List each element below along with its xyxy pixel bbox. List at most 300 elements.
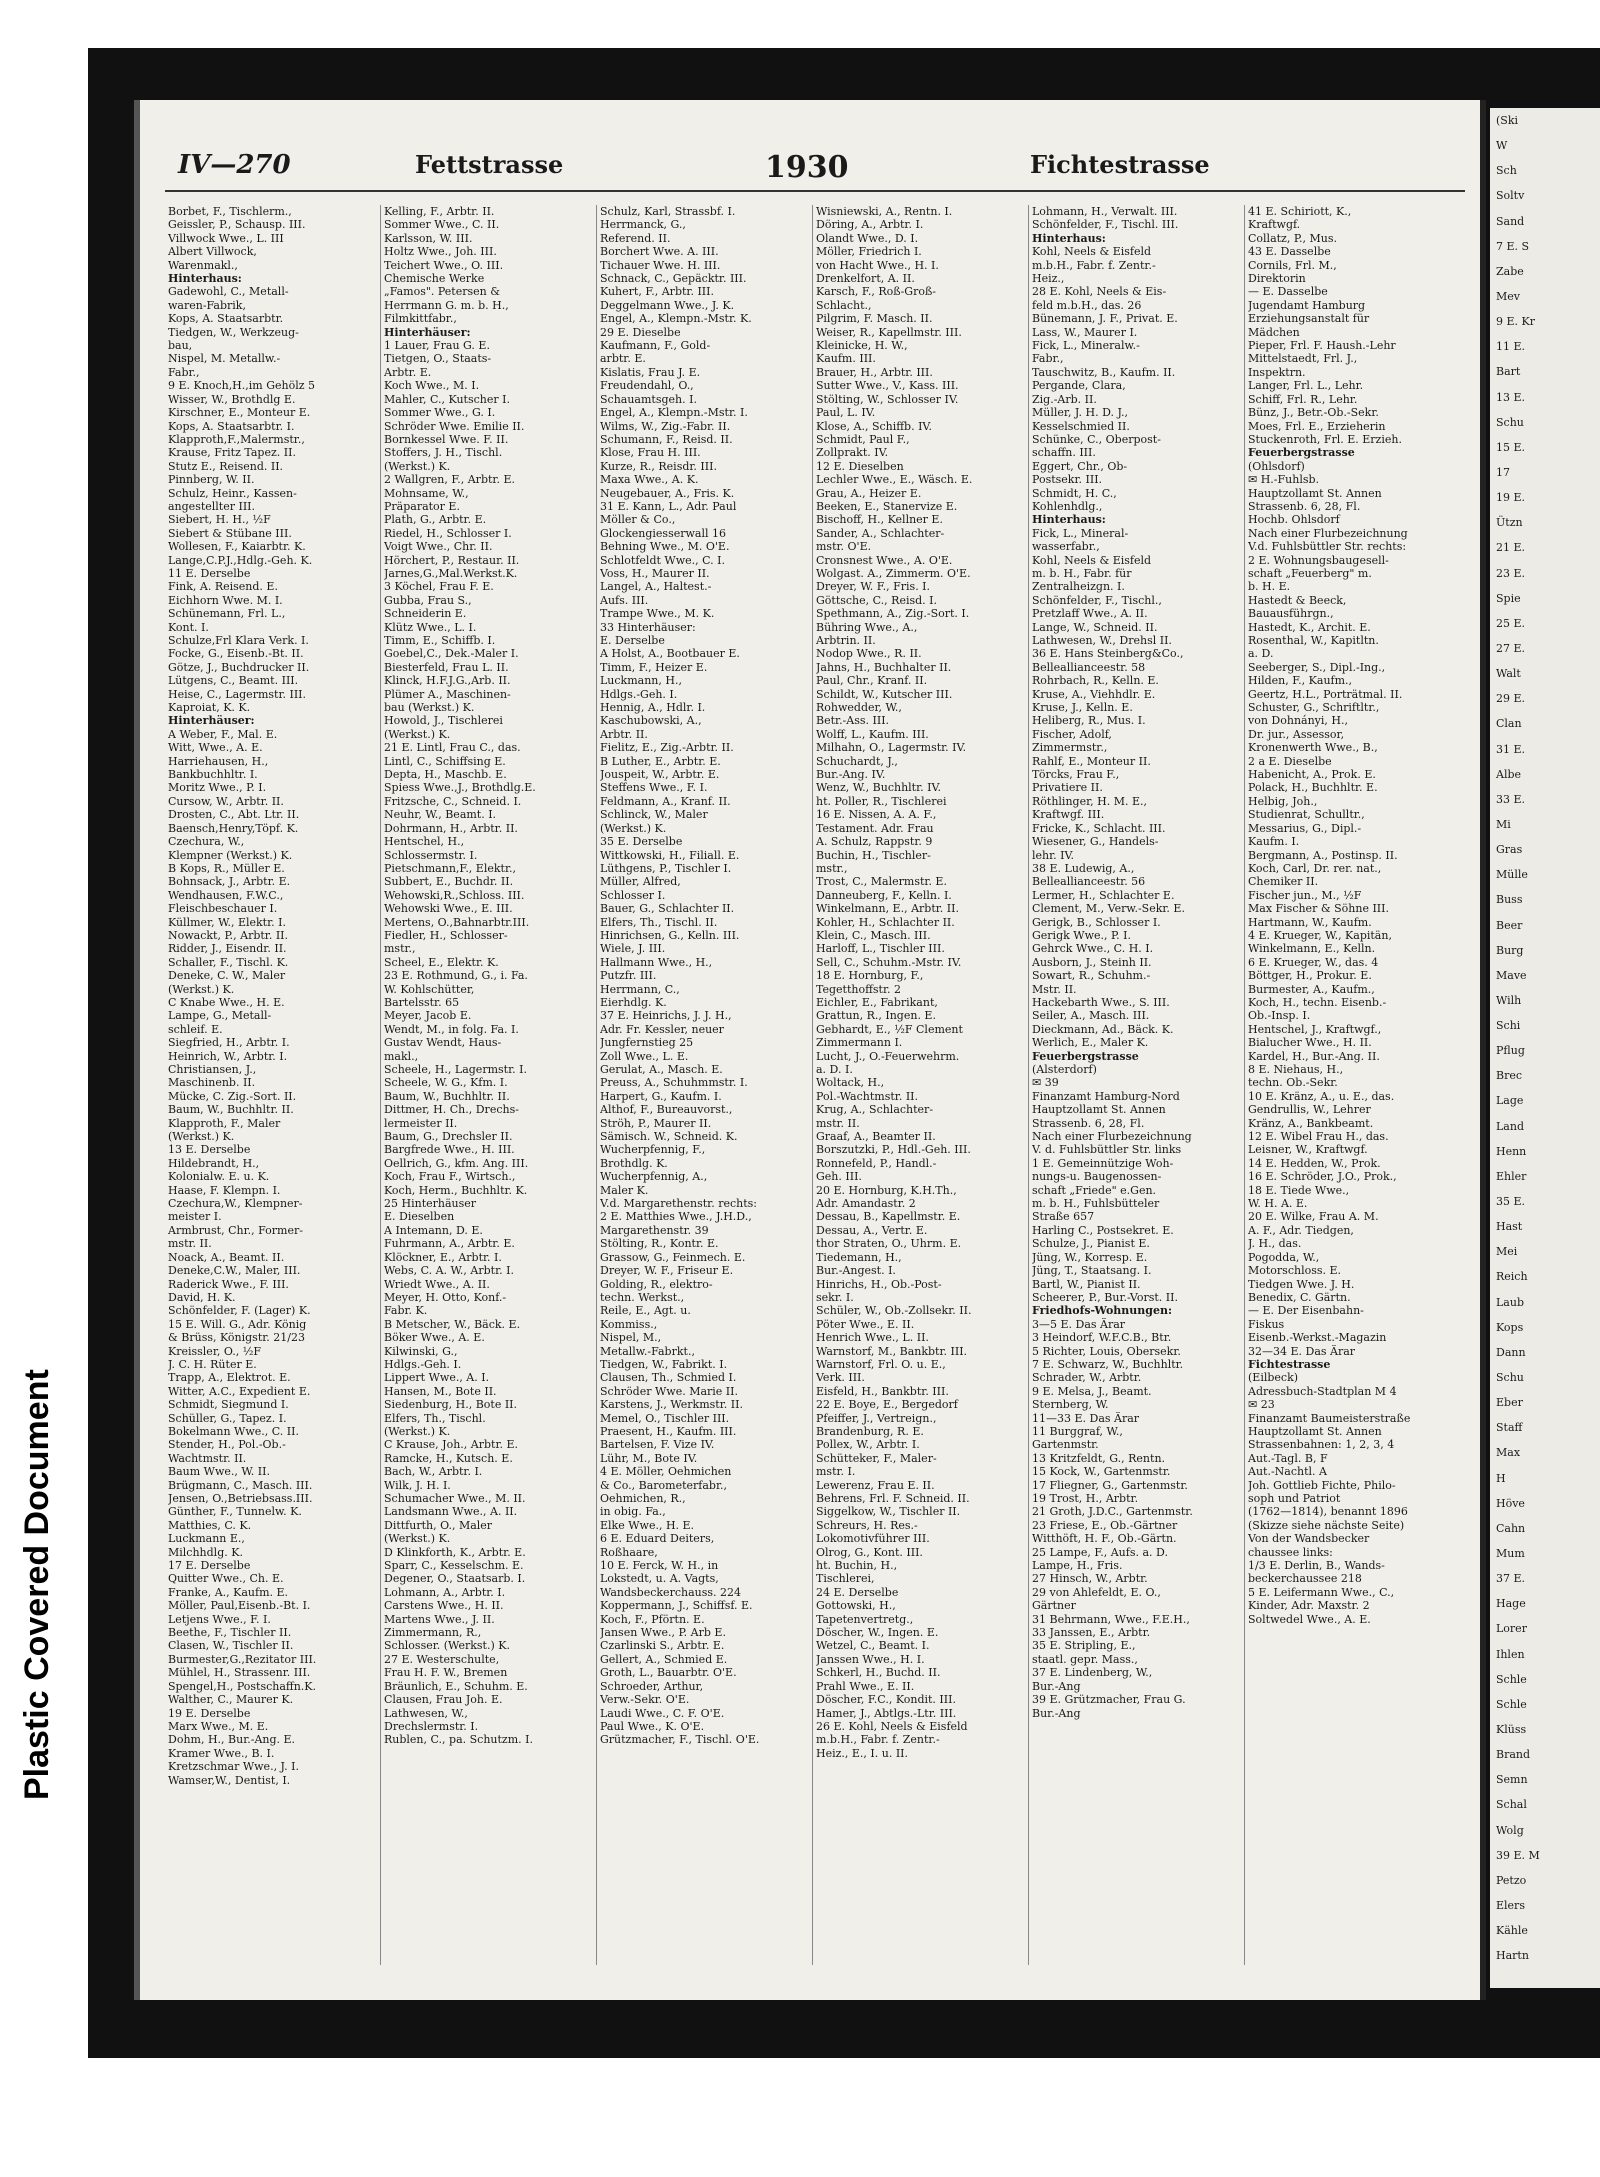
directory-entry: Werlich, E., Maler K. [1032, 1036, 1149, 1050]
directory-entry: Sämisch. W., Schneid. K. [600, 1130, 738, 1144]
directory-entry: Scheerer, P., Bur.-Vorst. II. [1032, 1290, 1178, 1304]
directory-entry: Stoffers, J. H., Tischl. [384, 446, 503, 460]
directory-entry: A Intemann, D. E. [384, 1223, 483, 1237]
directory-entry: 31 E. Kann, L., Adr. Paul [600, 499, 737, 513]
next-page-fragment: Ehler [1496, 1169, 1527, 1183]
directory-entry: Wucherpfennig, F., [600, 1143, 706, 1157]
directory-entry: Wilk, J. H. I. [384, 1478, 451, 1492]
directory-entry: Bischoff, H., Kellner E. [816, 513, 943, 527]
directory-entry: Böttger, H., Prokur. E. [1248, 969, 1372, 983]
directory-entry: Jüng, T., Staatsang. I. [1032, 1264, 1152, 1278]
directory-entry: Mittelstaedt, Frl. J., [1248, 352, 1358, 366]
directory-entry: Lohmann, H., Verwalt. III. [1032, 205, 1178, 218]
directory-entry: Joh. Gottlieb Fichte, Philo- [1248, 1478, 1396, 1492]
directory-entry: Burmester, A., Kaufm., [1248, 982, 1375, 996]
directory-entry: Fabr., [168, 365, 200, 379]
next-page-fragment: Hage [1496, 1597, 1526, 1611]
directory-entry: Karsch, F., Roß-Groß- [816, 285, 937, 299]
directory-entry: Jansen Wwe., P. Arb E. [600, 1626, 726, 1640]
directory-entry: Eichhorn Wwe. M. I. [168, 593, 283, 607]
directory-entry: — E. Dasselbe [1248, 285, 1328, 299]
directory-entry: Kuhert, F., Arbtr. III. [600, 285, 714, 299]
directory-entry: Fink, A. Reisend. E. [168, 580, 278, 594]
next-page-fragment: Semn [1496, 1773, 1528, 1787]
directory-entry: Olandt Wwe., D. I. [816, 231, 919, 245]
directory-entry: Koch, Carl, Dr. rer. nat., [1248, 861, 1382, 875]
directory-entry: Witter, A.C., Expedient E. [168, 1384, 311, 1398]
directory-entry: Bartl, W., Pianist II. [1032, 1277, 1141, 1291]
directory-entry: Leisner, W., Kraftwgf. [1248, 1143, 1368, 1157]
directory-entry: Voigt Wwe., Chr. II. [384, 540, 493, 554]
directory-entry: 31 Behrmann, Wwe., F.E.H., [1032, 1612, 1190, 1626]
directory-entry: 23 E. Rothmund, G., i. Fa. [384, 969, 528, 983]
directory-entry: Wiele, J. III. [600, 942, 666, 956]
directory-entry: Gellert, A., Schmied E. [600, 1652, 728, 1666]
directory-entry: W. H. A. E. [1248, 1197, 1308, 1211]
directory-entry: Olrog, G., Kont. III. [816, 1545, 923, 1559]
directory-entry: Woltack, H., [816, 1076, 885, 1090]
next-page-fragment: Soltv [1496, 189, 1525, 203]
next-page-fragment: Kops [1496, 1320, 1524, 1334]
directory-entry: Haase, F. Klempn. I. [168, 1183, 281, 1197]
directory-entry: Elfers, Th., Tischl. II. [600, 915, 718, 929]
directory-entry: Kops, A. Staatsarbtr. I. [168, 419, 295, 433]
directory-entry: mstr. O'E. [816, 540, 872, 554]
directory-entry: Dessau, A., Vertr. E. [816, 1223, 928, 1237]
directory-entry: Eierhdlg. K. [600, 995, 667, 1009]
directory-entry: Kelling, F., Arbtr. II. [384, 205, 495, 218]
directory-entry: von Dohnányi, H., [1248, 714, 1348, 728]
directory-entry: Deneke, C. W., Maler [168, 969, 286, 983]
directory-entry: Lampe, G., Metall- [168, 1009, 272, 1023]
directory-entry: Goebel,C., Dek.-Maler I. [384, 647, 519, 661]
directory-entry: Golding, R., elektro- [600, 1277, 713, 1291]
next-page-fragment: Pflug [1496, 1044, 1525, 1058]
directory-entry: Stölting, R., Kontr. E. [600, 1237, 719, 1251]
directory-entry: 3 Köchel, Frau F. E. [384, 580, 494, 594]
directory-entry: Steffens Wwe., F. I. [600, 781, 708, 795]
next-page-fragment: 19 E. [1496, 491, 1526, 505]
directory-entry: Neugebauer, A., Fris. K. [600, 486, 735, 500]
directory-entry: 27 E. Westerschulte, [384, 1652, 500, 1666]
directory-entry: Graaf, A., Beamter II. [816, 1130, 936, 1144]
directory-entry: Koch Wwe., M. I. [384, 379, 480, 393]
directory-entry: Bur.-Angest. I. [816, 1264, 896, 1278]
directory-entry: Spiess Wwe.,J., Brothdlg.E. [384, 781, 536, 795]
directory-entry: Straße 657 [1032, 1210, 1095, 1224]
directory-entry: 10 E. Ferck, W. H., in [600, 1559, 719, 1573]
directory-entry: Geh. III. [816, 1170, 862, 1184]
directory-entry: Pietschmann,F., Elektr., [384, 861, 516, 875]
directory-entry: Wendhausen, F.W.C., [168, 888, 284, 902]
next-page-fragment: Ihlen [1496, 1647, 1525, 1661]
directory-entry: Schaller, F., Tischl. K. [168, 955, 289, 969]
directory-entry: Herrmann, C., [600, 982, 680, 996]
directory-entry: Fricke, K., Schlacht. III. [1032, 821, 1166, 835]
directory-entry: Gendrullis, W., Lehrer [1248, 1103, 1371, 1117]
directory-entry: 35 E. Stripling, E., [1032, 1639, 1136, 1653]
directory-entry: Zentralheizgn. I. [1032, 580, 1125, 594]
directory-entry: E. Dieselben [384, 1210, 455, 1224]
directory-entry: Lüthgens, P., Tischler I. [600, 861, 732, 875]
next-page-fragment: Land [1496, 1119, 1524, 1133]
directory-entry: Rohrbach, R., Kelln. E. [1032, 674, 1159, 688]
directory-entry: Jarnes,G.,Mal.Werkst.K. [384, 566, 518, 580]
directory-entry: ht. Poller, R., Tischlerei [816, 794, 947, 808]
directory-entry: Drechslermstr. I. [384, 1719, 479, 1733]
directory-entry: Ausborn, J., Steinh II. [1032, 955, 1152, 969]
directory-entry: Stender, H., Pol.-Ob.- [168, 1438, 286, 1452]
directory-entry: E. Derselbe [600, 634, 665, 647]
directory-entry: Studienrat, Schulltr., [1248, 808, 1365, 822]
directory-entry: Martens Wwe., J. II. [384, 1612, 495, 1626]
directory-entry: Voss, H., Maurer II. [600, 566, 710, 580]
directory-entry: Nach einer Flurbezeichnung [1032, 1130, 1192, 1144]
directory-entry: Kolonialw. E. u. K. [168, 1170, 270, 1184]
directory-entry: in obig. Fa., [600, 1505, 666, 1519]
directory-entry: Ströh, P., Maurer II. [600, 1116, 712, 1130]
directory-columns [168, 205, 1468, 1965]
next-page-fragment: Schu [1496, 415, 1524, 429]
next-page-fragment: (Ski [1496, 114, 1519, 127]
directory-entry: Hinrichs, H., Ob.-Post- [816, 1277, 942, 1291]
directory-entry: 21 Groth, J.D.C., Gartenmstr. [1032, 1505, 1193, 1519]
directory-entry: Postsekr. III. [1032, 473, 1103, 487]
directory-entry: 19 Trost, H., Arbtr. [1032, 1492, 1139, 1505]
next-page-fragment: Zabe [1496, 264, 1524, 278]
header-rule [165, 190, 1465, 192]
directory-entry: Klose, A., Schiffb. IV. [816, 419, 932, 433]
directory-entry: Laudi Wwe., C. F. O'E. [600, 1706, 725, 1720]
directory-entry: Lampe, H., Fris. [1032, 1559, 1123, 1573]
directory-entry: Memel, O., Tischler III. [600, 1411, 730, 1425]
directory-entry: lehr. IV. [1032, 848, 1075, 862]
directory-entry: Eisfeld, H., Bankbtr. III. [816, 1384, 949, 1398]
directory-entry: Kesselschmied II. [1032, 419, 1130, 433]
directory-entry: Grattun, R., Ingen. E. [816, 1009, 936, 1023]
next-page-fragment: 17 [1496, 465, 1510, 479]
directory-entry: Zollprakt. IV. [816, 446, 889, 460]
directory-entry: Gerulat, A., Masch. E. [600, 1063, 723, 1076]
directory-entry: Chemiker II. [1248, 875, 1319, 889]
directory-entry: A Weber, F., Mal. E. [168, 727, 278, 741]
next-page-fragment: Hast [1496, 1220, 1523, 1234]
directory-entry: Trampe Wwe., M. K. [600, 607, 715, 621]
next-page-fragment: Hartn [1496, 1949, 1529, 1963]
directory-entry: Bur.-Ang. IV. [816, 768, 886, 782]
directory-entry: Neuhr, W., Beamt. I. [384, 808, 497, 822]
directory-entry: Arbtrin. II. [816, 634, 876, 647]
directory-entry: (Werkst.) K. [600, 821, 667, 835]
directory-entry: Winkelmann, E., Kelln. [1248, 942, 1376, 956]
directory-entry: Beethe, F., Tischler II. [168, 1626, 292, 1640]
directory-entry: Polack, H., Buchhltr. E. [1248, 781, 1378, 795]
directory-entry: Adr. Amandastr. 2 [816, 1197, 916, 1211]
directory-entry: Hansen, M., Bote II. [384, 1384, 497, 1398]
directory-entry: Hastedt, K., Archit. E. [1248, 620, 1371, 634]
directory-entry: Feldmann, A., Kranf. II. [600, 794, 731, 808]
directory-entry: Armbrust, Chr., Former- [168, 1223, 303, 1237]
directory-entry: lermeister II. [384, 1116, 458, 1130]
directory-entry: 20 E. Hornburg, K.H.Th., [816, 1183, 957, 1197]
directory-entry: Adressbuch-Stadtplan M 4 [1248, 1384, 1397, 1398]
directory-entry: Sternberg, W. [1032, 1398, 1109, 1412]
directory-entry: 28 E. Kohl, Neels & Eis- [1032, 285, 1167, 299]
directory-entry: soph und Patriot [1248, 1492, 1341, 1505]
directory-entry: Jugendamt Hamburg [1248, 298, 1366, 312]
next-page-fragment: 27 E. [1496, 641, 1526, 655]
directory-entry: Döscher, W., Ingen. E. [816, 1626, 939, 1640]
next-page-fragment: Beer [1496, 918, 1523, 932]
directory-entry: ✉ 23 [1248, 1398, 1275, 1412]
directory-entry: Bur.-Ang [1032, 1706, 1081, 1720]
directory-entry: Fichtestrasse [1248, 1357, 1331, 1371]
directory-entry: Hinterhaus: [168, 272, 242, 286]
directory-entry: Schulz, Karl, Strassbf. I. [600, 205, 736, 218]
directory-entry: Siebert, H. H., ½F [168, 513, 271, 527]
directory-entry: 16 E. Nissen, A. A. F., [816, 808, 937, 822]
directory-entry: Tauschwitz, B., Kaufm. II. [1032, 365, 1176, 379]
directory-entry: Schünke, C., Oberpost- [1032, 432, 1161, 446]
directory-entry: 16 E. Schröder, J.O., Prok., [1248, 1170, 1397, 1184]
next-page-fragment: Brand [1496, 1748, 1531, 1762]
directory-entry: Koch, F., Pförtn. E. [600, 1612, 705, 1626]
directory-entry: Koch, Frau F., Wirtsch., [384, 1170, 516, 1184]
directory-entry: Koch, Herm., Buchhltr. K. [384, 1183, 528, 1197]
directory-entry: Kinder, Adr. Maxstr. 2 [1248, 1599, 1370, 1613]
directory-entry: Schlacht., [816, 298, 872, 312]
directory-entry: Nispel, M., [600, 1331, 662, 1345]
directory-entry: Schröder Wwe. Marie II. [600, 1384, 738, 1398]
directory-entry: Hauptzollamt St. Annen [1248, 1424, 1382, 1438]
next-page-fragment: 23 E. [1496, 566, 1526, 580]
directory-entry: Clement, M., Verw.-Sekr. E. [1032, 902, 1185, 916]
directory-entry: Tegetthoffstr. 2 [816, 982, 902, 996]
directory-entry: Geertz, H.L., Porträtmal. II. [1248, 687, 1403, 701]
next-page-fragment: Sand [1496, 214, 1525, 228]
directory-entry: 33 Hinterhäuser: [600, 620, 696, 634]
directory-entry: Dittmer, H. Ch., Drechs- [384, 1103, 519, 1117]
directory-entry: Kohl, Neels & Eisfeld [1032, 245, 1152, 259]
directory-entry: Beeken, E., Stanervize E. [816, 499, 958, 513]
directory-entry: Dittfurth, O., Maler [384, 1518, 493, 1532]
directory-entry: Bauer, G., Schlachter II. [600, 902, 735, 916]
directory-entry: Grau, A., Heizer E. [816, 486, 922, 500]
directory-entry: Czechura,W., Klempner- [168, 1197, 303, 1211]
directory-entry: Lokomotivführer III. [816, 1532, 930, 1546]
directory-entry: Scheele, H., Lagermstr. I. [384, 1063, 527, 1076]
directory-entry: Borbet, F., Tischlerm., [168, 205, 292, 218]
directory-entry: m.b.H., Fabr. f. Zentr.- [1032, 258, 1156, 272]
directory-entry: Kirschner, E., Monteur E. [168, 406, 311, 420]
directory-entry: (Werkst.) K. [384, 727, 451, 741]
directory-entry: Fiedler, H., Schlosser- [384, 928, 508, 942]
directory-entry: 17 E. Derselbe [168, 1559, 251, 1573]
directory-entry: Timm, F., Heizer E. [600, 660, 708, 674]
directory-entry: Oehmichen, R., [600, 1492, 686, 1505]
directory-entry: Erziehungsanstalt für [1248, 312, 1370, 326]
directory-entry: Dreyer, W. F., Fris. I. [816, 580, 931, 594]
directory-entry: (Werkst.) K. [384, 1424, 451, 1438]
directory-entry: waren-Fabrik, [168, 298, 246, 312]
directory-entry: Kronenwerth Wwe., B., [1248, 741, 1378, 755]
directory-entry: Baum, W., Buchhltr. II. [168, 1103, 294, 1117]
directory-entry: 15 Kock, W., Gartenmstr. [1032, 1465, 1171, 1479]
next-page-fragment: Wilh [1496, 993, 1522, 1007]
directory-entry: Heiz., [1032, 272, 1065, 286]
next-page-fragment: 37 E. [1496, 1572, 1526, 1586]
directory-entry: 22 E. Boye, E., Bergedorf [816, 1398, 958, 1412]
directory-entry: Kruse, A., Viehhdlr. E. [1032, 687, 1156, 701]
directory-entry: schaft „Feuerberg" m. [1248, 566, 1372, 580]
directory-entry: 29 von Ahlefeldt, E. O., [1032, 1585, 1161, 1599]
directory-entry: Betr.-Ass. III. [816, 714, 890, 728]
next-page-fragment: Max [1496, 1446, 1521, 1460]
directory-entry: Spethmann, A., Zig.-Sort. I. [816, 607, 970, 621]
directory-entry: Tietgen, O., Staats- [384, 352, 492, 366]
directory-entry: Clausen, Th., Schmied I. [600, 1371, 737, 1385]
directory-entry: Gottowski, H., [816, 1599, 896, 1613]
directory-entry: Sommer Wwe., C. II. [384, 218, 500, 232]
directory-entry: Hamer, J., Abtlgs.-Ltr. III. [816, 1706, 957, 1720]
directory-entry: Harling C., Postsekret. E. [1032, 1223, 1174, 1237]
header-street-right: Fichtestrasse [1030, 150, 1210, 179]
column-separator [1028, 205, 1029, 1965]
directory-entry: Tapetenvertretg., [816, 1612, 914, 1626]
directory-entry: Dohm, H., Bur.-Ang. E. [168, 1733, 296, 1747]
next-page-fragment: Clan [1496, 717, 1522, 731]
directory-entry: Landsmann Wwe., A. II. [384, 1505, 518, 1519]
directory-entry: 43 E. Dasselbe [1248, 245, 1331, 259]
directory-entry: Hildebrandt, H., [168, 1156, 260, 1170]
next-page-fragment: Albe [1496, 767, 1522, 781]
column-separator [380, 205, 381, 1965]
directory-entry: Hennig, A., Hdlr. I. [600, 701, 706, 715]
directory-entry: Feuerbergstrasse [1248, 446, 1355, 460]
directory-entry: Bialucher Wwe., H. II. [1248, 1036, 1372, 1050]
directory-entry: Heliberg, R., Mus. I. [1032, 714, 1146, 728]
next-page-fragment: 35 E. [1496, 1195, 1526, 1209]
directory-entry: Klapproth,F.,Malermstr., [168, 432, 305, 446]
directory-entry: Siedenburg, H., Bote II. [384, 1398, 518, 1412]
next-page-fragment: Mev [1496, 289, 1520, 303]
directory-entry: Fritzsche, C., Schneid. I. [384, 794, 522, 808]
directory-entry: Tiedemann, H., [816, 1250, 902, 1264]
directory-entry: Maxa Wwe., A. K. [600, 473, 699, 487]
directory-entry: Ridder, J., Eisendr. II. [168, 942, 287, 956]
directory-entry: Warnstorf, M., Bankbtr. III. [816, 1344, 968, 1358]
directory-entry: Lange,C.P.J.,Hdlg.-Geh. K. [168, 553, 313, 567]
next-page-sliver [1490, 108, 1600, 1988]
directory-entry: 10 E. Kränz, A., u. E., das. [1248, 1089, 1395, 1103]
next-page-fragment: Burg [1496, 943, 1524, 957]
directory-entry: Stuckenroth, Frl. E. Erzieh. [1248, 432, 1402, 446]
directory-entry: Elke Wwe., H. E. [600, 1518, 695, 1532]
directory-entry: Hackebarth Wwe., S. III. [1032, 995, 1170, 1009]
directory-entry: Göttsche, C., Reisd. I. [816, 593, 937, 607]
directory-entry: Schulze,Frl Klara Verk. I. [168, 634, 309, 647]
directory-entry: Schüller, G., Tapez. I. [168, 1411, 287, 1425]
directory-entry: Baum, W., Buchhltr. II. [384, 1089, 510, 1103]
directory-entry: Kilwinski, G., [384, 1344, 458, 1358]
directory-entry: 20 E. Wilke, Frau A. M. [1248, 1210, 1379, 1224]
directory-entry: Riedel, H., Schlosser I. [384, 526, 512, 540]
directory-entry: Koch, H., techn. Eisenb.- [1248, 995, 1387, 1009]
directory-entry: Verk. III. [816, 1371, 865, 1385]
plastic-covered-label: Plastic Covered Document [18, 1369, 56, 1800]
directory-entry: Kaufm. I. [1248, 835, 1300, 849]
directory-entry: Kretzschmar Wwe., J. I. [168, 1760, 299, 1774]
directory-entry: Maschinenb. II. [168, 1076, 256, 1090]
directory-entry: Grassow, G., Feinmech. E. [600, 1250, 746, 1264]
directory-entry: Herrmanck, G., [600, 218, 686, 232]
next-page-fragment: Mei [1496, 1245, 1518, 1259]
directory-entry: Wilms, W., Zig.-Fabr. II. [600, 419, 731, 433]
directory-entry: Fischer, Adolf, [1032, 727, 1112, 741]
directory-entry: 5 Richter, Louis, Obersekr. [1032, 1344, 1181, 1358]
directory-entry: Testament. Adr. Frau [816, 821, 934, 835]
directory-entry: Carstens Wwe., H. II. [384, 1599, 504, 1613]
directory-entry: Schumann, F., Reisd. II. [600, 432, 733, 446]
directory-entry: Seiler, A., Masch. III. [1032, 1009, 1150, 1023]
directory-entry: feld m.b.H., das. 26 [1032, 298, 1142, 312]
directory-entry: Schlinck, W., Maler [600, 808, 708, 822]
directory-entry: Trost, C., Malermstr. E. [816, 875, 947, 889]
directory-entry: Klinck, H.F.J.G.,Arb. II. [384, 674, 511, 688]
directory-entry: Mohnsame, W., [384, 486, 469, 500]
next-page-fragment: Ützn [1496, 516, 1523, 530]
directory-entry: Noack, A., Beamt. II. [168, 1250, 285, 1264]
directory-entry: Raderick Wwe., F. III. [168, 1277, 289, 1291]
directory-entry: Ob.-Insp. I. [1248, 1009, 1311, 1023]
directory-entry: bau, [168, 339, 193, 353]
directory-entry: Fick, L., Mineralw.- [1032, 339, 1140, 353]
directory-entry: Marx Wwe., M. E. [168, 1719, 269, 1733]
directory-entry: Subbert, E., Buchdr. II. [384, 875, 514, 889]
directory-entry: Inspektrn. [1248, 365, 1306, 379]
next-page-fragment: Buss [1496, 893, 1523, 907]
directory-entry: Siegfried, H., Arbtr. I. [168, 1036, 290, 1050]
directory-entry: Kaproiat, K. K. [168, 701, 251, 715]
directory-entry: Wolgast. A., Zimmerm. O'E. [816, 566, 971, 580]
directory-entry: angestellter III. [168, 499, 256, 513]
directory-entry: Deggelmann Wwe., J. K. [600, 298, 735, 312]
directory-entry: Götze, J., Buchdrucker II. [168, 660, 310, 674]
header-street-left: Fettstrasse [415, 150, 564, 179]
directory-entry: Franke, A., Kaufm. E. [168, 1585, 289, 1599]
directory-entry: Hentschel, J., Kraftwgf., [1248, 1022, 1382, 1036]
directory-entry: Elfers, Th., Tischl. [384, 1411, 486, 1425]
directory-entry: Mstr. II. [1032, 982, 1077, 996]
directory-entry: Bartelsen, F. Vize IV. [600, 1438, 715, 1452]
directory-entry: Metallw.-Fabrkt., [600, 1344, 695, 1358]
directory-entry: Milchhdlg. K. [168, 1545, 243, 1559]
directory-entry: Wolff, L., Kaufm. III. [816, 727, 929, 741]
directory-entry: Putzfr. III. [600, 969, 657, 983]
directory-entry: Lucht, J., O.-Feuerwehrm. [816, 1049, 960, 1063]
directory-entry: 35 E. Derselbe [600, 835, 683, 849]
directory-entry: Wamser,W., Dentist, I. [168, 1773, 291, 1787]
directory-entry: Pretzlaff Wwe., A. II. [1032, 607, 1148, 621]
directory-column-1 [168, 205, 376, 1965]
directory-entry: Döscher, F.C., Kondit. III. [816, 1693, 956, 1707]
directory-entry: Dieckmann, Ad., Bäck. K. [1032, 1022, 1174, 1036]
directory-entry: Wendt, M., in folg. Fa. I. [384, 1022, 519, 1036]
next-page-fragment: Henn [1496, 1144, 1527, 1158]
directory-entry: V.d. Fuhlsbüttler Str. rechts: [1248, 540, 1407, 554]
directory-entry: Hinterhäuser: [384, 325, 471, 339]
directory-entry: Wisser, W., Brothdlg E. [168, 392, 296, 406]
